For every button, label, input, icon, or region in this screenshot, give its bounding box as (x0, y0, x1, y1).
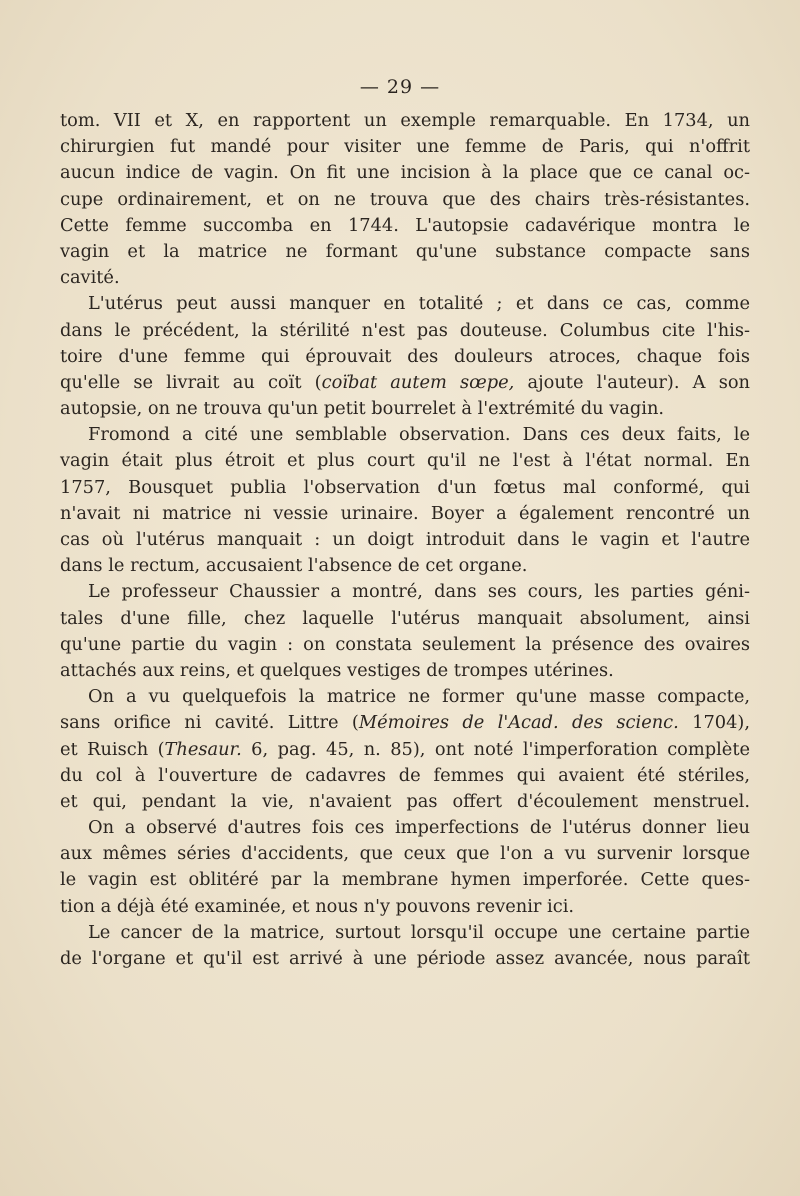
text-line: Le professeur Chaussier a montré, dans ses cours, les parties géni- (88, 581, 750, 603)
text-line: cavité. (60, 267, 120, 289)
text-line: cas où l'utérus manquait : un doigt introduit dans le vagin et l'autre (60, 529, 750, 550)
text-line: dans le précédent, la stérilité n'est pas douteuse. Columbus cite l'his- (60, 319, 750, 341)
text-line: cupe ordinairement, et on ne trouva que des chairs très-résistantes. (60, 188, 750, 210)
text-segment: qu'elle se livrait au coït ( (60, 371, 322, 393)
text-line: dans le rectum, accusaient l'absence de cet organe. (60, 555, 528, 577)
text-line: tales d'une fille, chez laquelle l'utérus manquait absolument, ainsi (60, 607, 750, 629)
text-segment: ajoute l'auteur). A son (514, 371, 751, 393)
text-segment: 6, pag. 45, n. 85), ont noté l'imperforation complète (241, 738, 750, 760)
text-line: L'utérus peut aussi manquer en totalité ; et dans ce cas, comme (88, 293, 750, 315)
text-segment: 1704), (678, 712, 750, 734)
text-line: aux mêmes séries d'accidents, que ceux que l'on a vu survenir lorsque (60, 843, 750, 865)
text-line: Cette femme succomba en 1744. L'autopsie cadavérique montra le (60, 214, 750, 236)
text-line: chirurgien fut mandé pour visiter une femme de Paris, qui n'offrit (60, 136, 750, 158)
text-line: n'avait ni matrice ni vessie urinaire. Boyer a également rencontré un (60, 502, 750, 524)
text-line: tom. VII et X, en rapportent un exemple remarquable. En 1734, un (60, 110, 750, 131)
text-line: qu'une partie du vagin : on constata seulement la présence des ovaires (60, 633, 750, 655)
text-line: 1757, Bousquet publia l'observation d'un fœtus mal conformé, qui (60, 476, 750, 498)
italic-segment: Thesaur. (164, 738, 242, 760)
text-line: du col à l'ouverture de cadavres de femmes qui avaient été stériles, (60, 764, 750, 786)
text-line: On a observé d'autres fois ces imperfections de l'utérus donner lieu (88, 817, 750, 839)
text-line: Fromond a cité une semblable observation. Dans ces deux faits, le (88, 424, 750, 446)
text-line: vagin et la matrice ne formant qu'une substance compacte sans (60, 240, 750, 262)
text-line: et qui, pendant la vie, n'avaient pas offert d'écoulement menstruel. (60, 790, 750, 812)
text-line: toire d'une femme qui éprouvait des douleurs atroces, chaque fois (60, 345, 750, 367)
italic-segment: Mémoires de l'Acad. des scienc. (358, 712, 679, 734)
text-line (60, 370, 750, 396)
text-line: aucun indice de vagin. On fit une incision à la place que ce canal oc- (60, 162, 750, 184)
text-line (60, 737, 750, 763)
text-line: le vagin est oblitéré par la membrane hymen imperforée. Cette ques- (60, 869, 750, 891)
text-line: de l'organe et qu'il est arrivé à une période assez avancée, nous paraît (60, 948, 750, 969)
italic-segment: coïbat autem sœpe, (321, 371, 515, 393)
text-line: attachés aux reins, et quelques vestiges de trompes utérines. (60, 659, 614, 681)
page-number: — 29 — (359, 76, 441, 98)
text-line (60, 710, 750, 736)
text-line: Le cancer de la matrice, surtout lorsqu'il occupe une certaine partie (88, 921, 750, 943)
text-line: On a vu quelquefois la matrice ne former qu'une masse compacte, (88, 686, 750, 708)
text-line: tion a déjà été examinée, et nous n'y pouvons revenir ici. (60, 895, 575, 917)
body-text (60, 108, 750, 972)
text-segment: sans orifice ni cavité. Littre ( (60, 712, 359, 734)
text-line: autopsie, on ne trouva qu'un petit bourrelet à l'extrémité du vagin. (60, 398, 665, 420)
text-segment: et Ruisch ( (60, 738, 165, 760)
text-line: vagin était plus étroit et plus court qu'il ne l'est à l'état normal. En (60, 450, 750, 472)
